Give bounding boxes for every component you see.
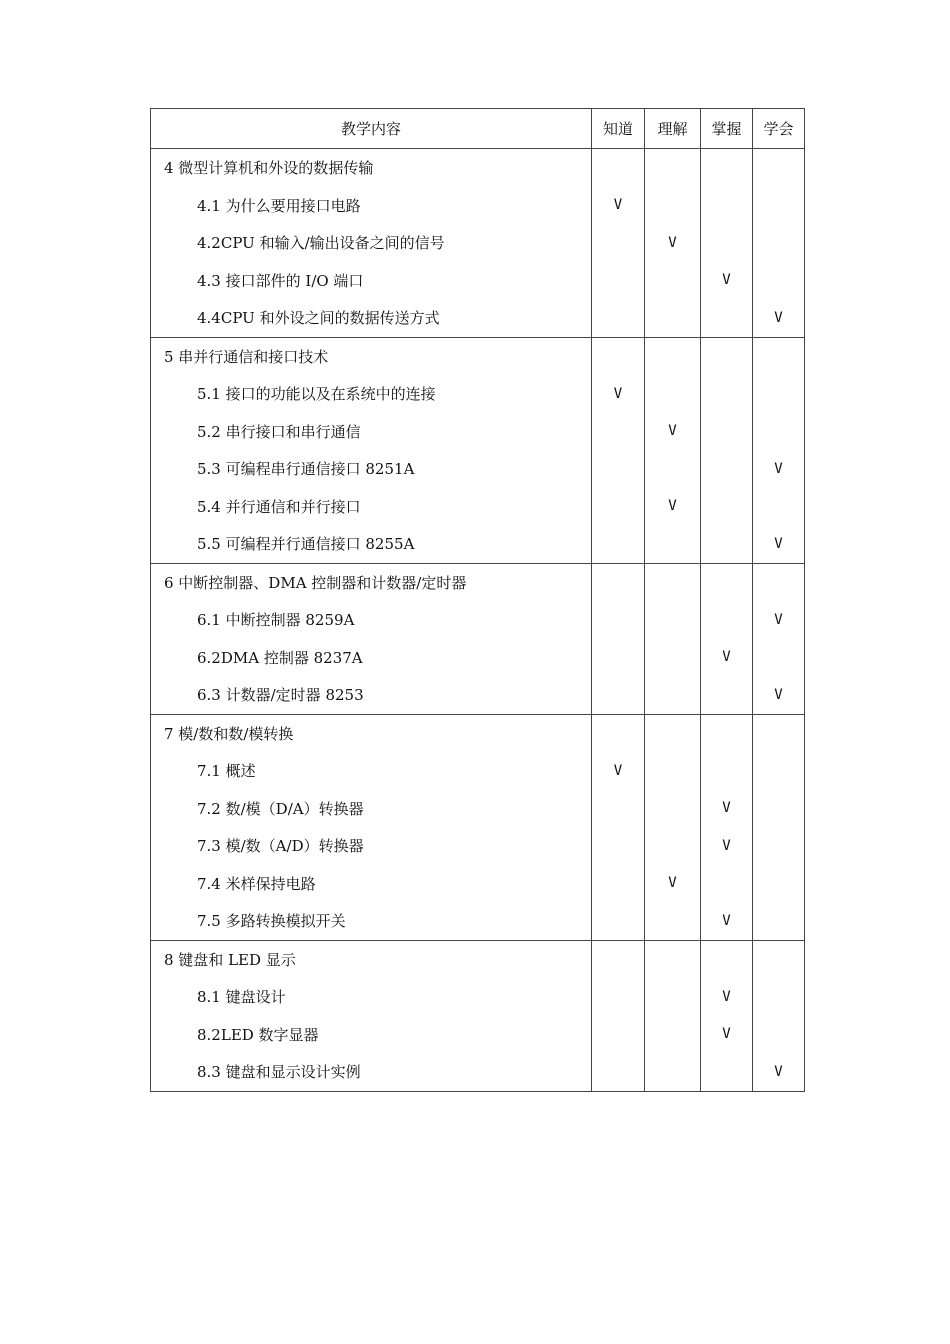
level-cell: [645, 827, 701, 865]
level-cell: [753, 639, 805, 677]
level-cell: [645, 865, 701, 903]
check-mark: V: [722, 837, 731, 854]
level-cell: [753, 337, 805, 375]
section-title-row: [151, 714, 805, 752]
level-cell: [701, 450, 753, 488]
level-cell: [592, 488, 645, 526]
table-row: [151, 525, 805, 563]
topic-label: 8.2LED 数字显器: [151, 1016, 592, 1054]
level-cell: [592, 450, 645, 488]
level-cell: [701, 337, 753, 375]
level-cell: [592, 563, 645, 601]
level-cell: [645, 978, 701, 1016]
level-cell: [753, 827, 805, 865]
section-title-row: [151, 149, 805, 187]
level-cell: [645, 752, 701, 790]
section-title-row: [151, 940, 805, 978]
check-mark: V: [722, 912, 731, 929]
level-cell: [701, 752, 753, 790]
topic-label: 4.4CPU 和外设之间的数据传送方式: [151, 299, 592, 337]
table-row: [151, 865, 805, 903]
level-cell: [701, 639, 753, 677]
level-cell: [645, 714, 701, 752]
level-cell: [645, 563, 701, 601]
level-cell: [592, 978, 645, 1016]
level-cell: [592, 940, 645, 978]
check-mark: V: [722, 1026, 731, 1043]
check-mark: V: [722, 800, 731, 817]
table-row: [151, 1053, 805, 1091]
level-cell: [592, 752, 645, 790]
level-cell: [753, 902, 805, 940]
level-cell: [753, 601, 805, 639]
table-row: [151, 827, 805, 865]
check-mark: V: [668, 498, 677, 515]
topic-label: 8.3 键盘和显示设计实例: [151, 1053, 592, 1091]
level-cell: [753, 299, 805, 337]
level-cell: [645, 450, 701, 488]
level-cell: [701, 563, 753, 601]
level-cell: [753, 790, 805, 828]
topic-label: 5.2 串行接口和串行通信: [151, 413, 592, 451]
level-cell: [645, 299, 701, 337]
level-cell: [645, 676, 701, 714]
table-row: [151, 450, 805, 488]
section-title-row: [151, 337, 805, 375]
syllabus-table: [150, 108, 805, 1092]
level-cell: [592, 790, 645, 828]
level-cell: [701, 149, 753, 187]
level-cell: [753, 149, 805, 187]
level-cell: [645, 940, 701, 978]
level-cell: [753, 676, 805, 714]
header-learn: 学会: [753, 109, 805, 149]
level-cell: [592, 262, 645, 300]
topic-label: 6.1 中断控制器 8259A: [151, 601, 592, 639]
section-title-row: [151, 563, 805, 601]
level-cell: [753, 187, 805, 225]
level-cell: [645, 1053, 701, 1091]
section-title: 4 微型计算机和外设的数据传输: [151, 149, 592, 187]
level-cell: [701, 525, 753, 563]
table-row: [151, 639, 805, 677]
topic-label: 7.3 模/数（A/D）转换器: [151, 827, 592, 865]
table-row: [151, 299, 805, 337]
header-row: [151, 109, 805, 149]
level-cell: [645, 187, 701, 225]
level-cell: [592, 1053, 645, 1091]
table-row: [151, 224, 805, 262]
check-mark: V: [774, 460, 783, 477]
check-mark: V: [774, 309, 783, 326]
level-cell: [645, 902, 701, 940]
topic-label: 7.1 概述: [151, 752, 592, 790]
topic-label: 5.3 可编程串行通信接口 8251A: [151, 450, 592, 488]
level-cell: [592, 902, 645, 940]
topic-label: 4.3 接口部件的 I/O 端口: [151, 262, 592, 300]
table-row: [151, 601, 805, 639]
level-cell: [592, 413, 645, 451]
level-cell: [592, 375, 645, 413]
level-cell: [753, 450, 805, 488]
level-cell: [592, 827, 645, 865]
check-mark: V: [774, 611, 783, 628]
level-cell: [645, 224, 701, 262]
section-title: 6 中断控制器、DMA 控制器和计数器/定时器: [151, 563, 592, 601]
level-cell: [753, 375, 805, 413]
level-cell: [753, 714, 805, 752]
level-cell: [701, 413, 753, 451]
table-row: [151, 187, 805, 225]
check-mark: V: [613, 197, 623, 214]
check-mark: V: [613, 762, 623, 779]
table-row: [151, 790, 805, 828]
check-mark: V: [722, 988, 731, 1005]
table-row: [151, 752, 805, 790]
topic-label: 7.4 米样保持电路: [151, 865, 592, 903]
header-know: 知道: [592, 109, 645, 149]
level-cell: [645, 488, 701, 526]
check-mark: V: [774, 1063, 783, 1080]
topic-label: 5.1 接口的功能以及在系统中的连接: [151, 375, 592, 413]
level-cell: [701, 224, 753, 262]
header-content: 教学内容: [151, 109, 592, 149]
topic-label: 8.1 键盘设计: [151, 978, 592, 1016]
level-cell: [592, 149, 645, 187]
level-cell: [592, 299, 645, 337]
check-mark: V: [722, 272, 731, 289]
level-cell: [701, 790, 753, 828]
topic-label: 7.5 多路转换模拟开关: [151, 902, 592, 940]
topic-label: 4.2CPU 和输入/输出设备之间的信号: [151, 224, 592, 262]
level-cell: [753, 262, 805, 300]
level-cell: [701, 262, 753, 300]
level-cell: [701, 676, 753, 714]
topic-label: 5.4 并行通信和并行接口: [151, 488, 592, 526]
check-mark: V: [774, 686, 783, 703]
table-row: [151, 375, 805, 413]
section-title: 8 键盘和 LED 显示: [151, 940, 592, 978]
section-title: 5 串并行通信和接口技术: [151, 337, 592, 375]
level-cell: [645, 375, 701, 413]
level-cell: [701, 187, 753, 225]
table-row: [151, 978, 805, 1016]
header-understand: 理解: [645, 109, 701, 149]
level-cell: [753, 752, 805, 790]
level-cell: [592, 639, 645, 677]
check-mark: V: [668, 234, 677, 251]
level-cell: [753, 525, 805, 563]
level-cell: [753, 865, 805, 903]
level-cell: [701, 1053, 753, 1091]
level-cell: [645, 601, 701, 639]
level-cell: [753, 1016, 805, 1054]
topic-label: 6.3 计数器/定时器 8253: [151, 676, 592, 714]
level-cell: [753, 1053, 805, 1091]
table-row: [151, 1016, 805, 1054]
topic-label: 5.5 可编程并行通信接口 8255A: [151, 525, 592, 563]
level-cell: [701, 865, 753, 903]
level-cell: [753, 488, 805, 526]
level-cell: [592, 525, 645, 563]
level-cell: [645, 262, 701, 300]
level-cell: [753, 224, 805, 262]
level-cell: [701, 902, 753, 940]
table-row: [151, 902, 805, 940]
level-cell: [753, 413, 805, 451]
level-cell: [701, 827, 753, 865]
check-mark: V: [668, 875, 677, 892]
topic-label: 7.2 数/模（D/A）转换器: [151, 790, 592, 828]
level-cell: [592, 601, 645, 639]
level-cell: [753, 563, 805, 601]
check-mark: V: [774, 535, 783, 552]
level-cell: [645, 525, 701, 563]
topic-label: 6.2DMA 控制器 8237A: [151, 639, 592, 677]
level-cell: [701, 299, 753, 337]
check-mark: V: [613, 385, 623, 402]
topic-label: 4.1 为什么要用接口电路: [151, 187, 592, 225]
level-cell: [701, 978, 753, 1016]
level-cell: [753, 940, 805, 978]
level-cell: [592, 224, 645, 262]
table-row: [151, 488, 805, 526]
table-row: [151, 413, 805, 451]
level-cell: [753, 978, 805, 1016]
table-row: [151, 262, 805, 300]
level-cell: [701, 488, 753, 526]
level-cell: [645, 149, 701, 187]
level-cell: [592, 1016, 645, 1054]
level-cell: [592, 337, 645, 375]
level-cell: [645, 337, 701, 375]
level-cell: [645, 413, 701, 451]
header-master: 掌握: [701, 109, 753, 149]
level-cell: [645, 639, 701, 677]
level-cell: [592, 865, 645, 903]
level-cell: [645, 1016, 701, 1054]
level-cell: [592, 187, 645, 225]
table-body: [151, 149, 805, 1092]
level-cell: [592, 714, 645, 752]
level-cell: [701, 940, 753, 978]
level-cell: [701, 601, 753, 639]
level-cell: [701, 1016, 753, 1054]
table-row: [151, 676, 805, 714]
check-mark: V: [668, 423, 677, 440]
level-cell: [701, 714, 753, 752]
section-title: 7 模/数和数/模转换: [151, 714, 592, 752]
level-cell: [645, 790, 701, 828]
check-mark: V: [722, 649, 731, 666]
level-cell: [592, 676, 645, 714]
level-cell: [701, 375, 753, 413]
